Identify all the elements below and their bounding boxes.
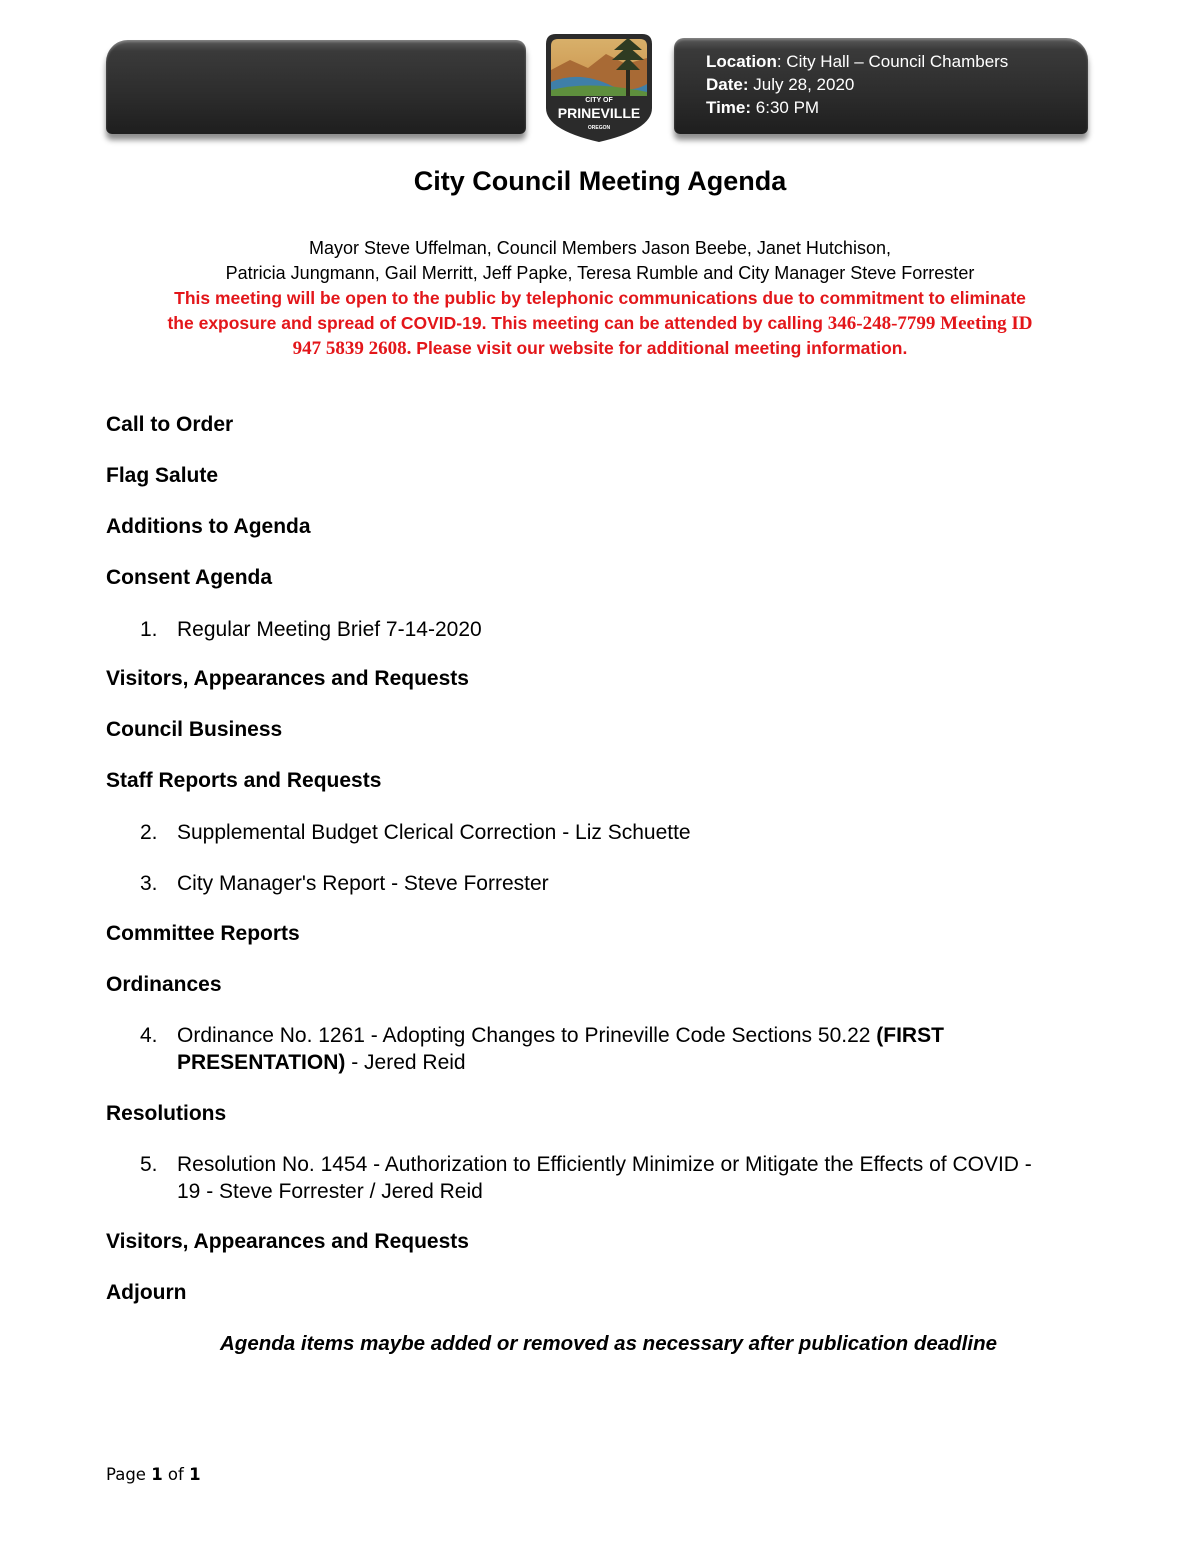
item-number: 3.: [140, 872, 158, 895]
item-text: City Manager's Report - Steve Forrester: [177, 872, 549, 895]
meeting-time: Time: 6:30 PM: [706, 98, 820, 117]
item-text: Ordinance No. 1261 - Adopting Changes to Prineville Code Sections 50.22 (FIRST PRESENTATION) - Jered Reid: [177, 1024, 944, 1074]
notice-line-2: the exposure and spread of COVID-19. This meeting can be attended by calling 346-248-7799 Meeting ID: [167, 313, 1033, 334]
meeting-location: Location: City Hall – Council Chambers: [706, 52, 1009, 71]
covid-notice: [100, 286, 1100, 361]
page-number: Page 1 of 1: [106, 1465, 201, 1484]
logo-text-main: PRINEVILLE: [557, 105, 641, 121]
item-text: Regular Meeting Brief 7-14-2020: [177, 618, 482, 641]
heading-additions: Additions to Agenda: [106, 515, 311, 538]
city-of-prineville-logo-icon: [540, 30, 658, 144]
heading-adjourn: Adjourn: [106, 1281, 187, 1304]
agenda-item-1: [140, 616, 1057, 643]
agenda-item-4: [140, 1022, 1057, 1076]
heading-ordinances: Ordinances: [106, 973, 222, 996]
header-banner-left: [106, 40, 526, 134]
heading-flag-salute: Flag Salute: [106, 464, 219, 487]
heading-resolutions: Resolutions: [106, 1102, 227, 1125]
item-number: 4.: [140, 1024, 158, 1047]
heading-council-business: Council Business: [106, 718, 283, 741]
members-line-2: Patricia Jungmann, Gail Merritt, Jeff Papke, Teresa Rumble and City Manager Steve Forrester: [225, 263, 975, 283]
logo-text-bottom: OREGON: [587, 125, 611, 131]
heading-consent-agenda: Consent Agenda: [106, 566, 273, 589]
agenda-item-3: [140, 870, 1057, 897]
agenda-item-2: [140, 819, 1057, 846]
meeting-info: [706, 50, 1008, 119]
meeting-id: 947 5839 2608.: [292, 338, 412, 359]
notice-line-1: This meeting will be open to the public by telephonic communications due to commitment to eliminate: [174, 288, 1026, 308]
item-text: Resolution No. 1454 - Authorization to Efficiently Minimize or Mitigate the Effects of COVID - 19 - Steve Forrester / Jered Reid: [177, 1153, 1032, 1203]
logo-text-top: CITY OF: [585, 97, 613, 104]
meeting-date: Date: July 28, 2020: [706, 75, 855, 94]
footnote: Agenda items maybe added or removed as necessary after publication deadline: [220, 1332, 997, 1355]
phone-number: 346-248-7799 Meeting ID: [827, 313, 1033, 334]
item-number: 2.: [140, 821, 158, 844]
members-line-1: Mayor Steve Uffelman, Council Members Jason Beebe, Janet Hutchison,: [309, 238, 891, 258]
item-number: 5.: [140, 1153, 158, 1176]
heading-visitors: Visitors, Appearances and Requests: [106, 667, 469, 690]
agenda-item-5: [140, 1151, 1057, 1205]
page-title: City Council Meeting Agenda: [413, 166, 787, 196]
heading-visitors-2: Visitors, Appearances and Requests: [106, 1230, 469, 1253]
item-text: Supplemental Budget Clerical Correction - Liz Schuette: [177, 821, 691, 844]
notice-line-3: 947 5839 2608. Please visit our website for additional meeting information.: [292, 338, 908, 359]
heading-committee-reports: Committee Reports: [106, 922, 300, 945]
heading-staff-reports: Staff Reports and Requests: [106, 769, 382, 792]
council-members: [0, 236, 1200, 286]
heading-call-to-order: Call to Order: [106, 413, 234, 436]
item-number: 1.: [140, 618, 158, 641]
